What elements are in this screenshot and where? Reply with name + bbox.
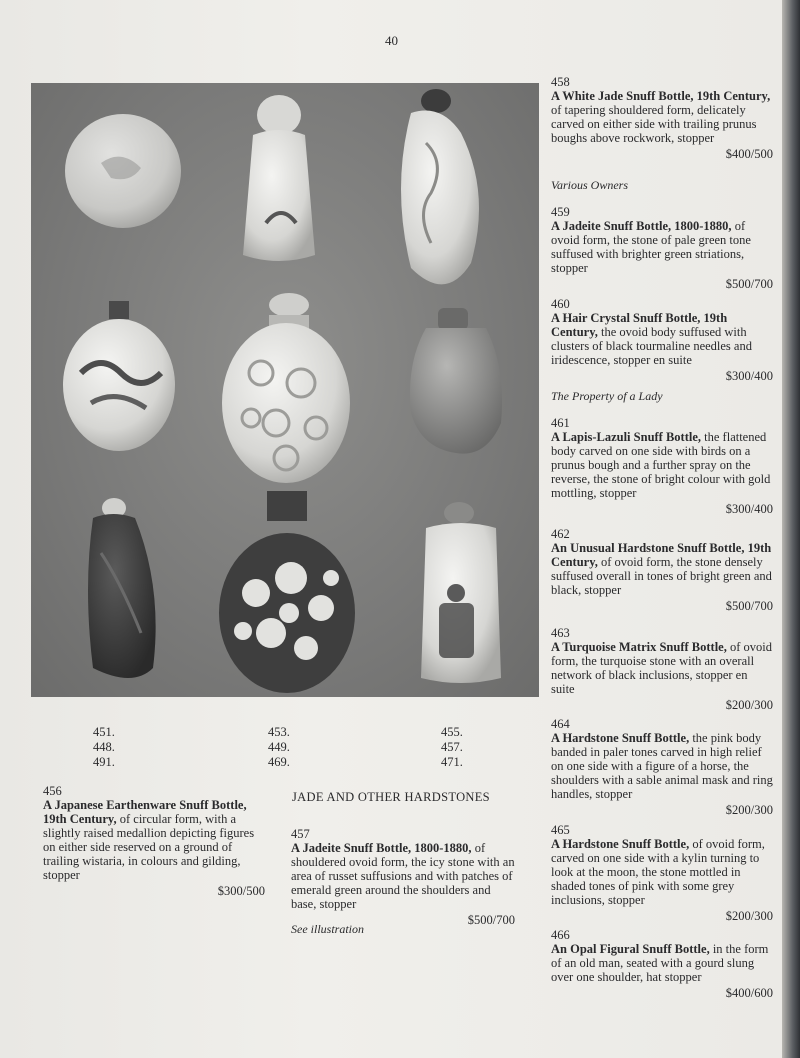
lot-description: the flattened body carved on one side with birds on a prunus bough and a further spray on the reverse, the stone of bright colour with gold mottling, stopper [551, 430, 771, 500]
lot-description: in the form of an old man, seated with a gourd slung over one shoulder, hat stopper [551, 942, 769, 984]
lot-number: 457 [291, 827, 310, 841]
lot-estimate: $500/700 [725, 599, 773, 613]
lot-title: A Jadeite Snuff Bottle, 1800-1880, [291, 841, 472, 855]
figure-number: 448. [93, 740, 115, 754]
lot-457 [291, 827, 515, 927]
lot-estimate: $300/400 [725, 369, 773, 383]
lot-title: A Hair Crystal Snuff Bottle, 19th Century, [551, 311, 728, 339]
lot-number: 458 [551, 75, 570, 89]
lot-description: of ovoid form, the stone of pale green tone suffused with brighter green striations, stopper [551, 219, 751, 275]
lot-title: An Opal Figural Snuff Bottle, [551, 942, 710, 956]
bottle-455 [401, 89, 479, 284]
figure-number: 469. [268, 755, 290, 769]
lot-description: of ovoid form, the turquoise stone with an overall network of black inclusions, stopper en suite [551, 640, 772, 696]
lot-estimate: $200/300 [725, 698, 773, 712]
lot-456 [43, 784, 265, 898]
bottle-469 [219, 491, 355, 693]
figure-number: 451. [93, 725, 115, 739]
lot-number: 463 [551, 626, 570, 640]
bottle-457 [410, 308, 502, 454]
page-binding-edge [782, 0, 800, 1058]
lot-number: 462 [551, 527, 570, 541]
lot-description: of tapering shouldered form, delicately carved on either side with trailing prunus boughs above rockwork, stopper [551, 103, 757, 145]
bottle-448 [63, 301, 175, 451]
lot-number: 465 [551, 823, 570, 837]
owner-heading-various: Various Owners [551, 178, 629, 192]
lot-estimate: $400/600 [725, 986, 773, 1000]
owner-heading-lady: The Property of a Lady [551, 389, 663, 403]
lot-title: A Turquoise Matrix Snuff Bottle, [551, 640, 727, 654]
figure-number: 457. [441, 740, 463, 754]
lot-description: of ovoid form, the stone densely suffused overall in tones of bright green and black, stopper [551, 555, 772, 597]
lot-465 [551, 823, 773, 923]
bottle-453 [243, 95, 315, 261]
lot-number: 456 [43, 784, 62, 798]
figure-number: 455. [441, 725, 463, 739]
lot-number: 461 [551, 416, 570, 430]
lot-title: A White Jade Snuff Bottle, 19th Century, [551, 89, 771, 103]
lot-number: 464 [551, 717, 570, 731]
lot-title: A Lapis-Lazuli Snuff Bottle, [551, 430, 702, 444]
figure-number: 453. [268, 725, 290, 739]
bottle-491 [88, 498, 156, 678]
lot-458 [551, 75, 773, 161]
lot-title: A Japanese Earthenware Snuff Bottle, 19th Century, [43, 798, 247, 826]
lot-460 [551, 297, 773, 383]
lot-estimate: $300/400 [725, 502, 773, 516]
lot-estimate: $500/700 [467, 913, 515, 927]
lot-estimate: $500/700 [725, 277, 773, 291]
lot-description: of shouldered ovoid form, the icy stone with an area of russet suffusions and with patches of emerald green around the shoulders and base, stopper [291, 841, 515, 911]
page-number: 40 [385, 33, 398, 48]
snuff-bottles-photograph [31, 83, 539, 697]
lot-title: A Jadeite Snuff Bottle, 1800-1880, [551, 219, 732, 233]
lot-number: 459 [551, 205, 570, 219]
figure-number: 471. [441, 755, 463, 769]
figure-index-col2 [268, 725, 290, 770]
section-heading: JADE AND OTHER HARDSTONES [292, 790, 490, 804]
lot-description: of ovoid form, carved on one side with a kylin turning to look at the moon, the stone mottled in shaded tones of pink with some grey inclusions, stopper [551, 837, 765, 907]
figure-index-col3 [441, 725, 463, 770]
lot-estimate: $200/300 [725, 803, 773, 817]
lot-number: 460 [551, 297, 570, 311]
lot-description: of circular form, with a slightly raised medallion depicting figures on either side reserved on a ground of trailing wistaria, in colours and gilding, stopper [43, 812, 255, 882]
lot-description: the pink body banded in paler tones carved in high relief on one side with a figure of a horse, the shoulders with a sable animal mask and ring handles, stopper [551, 731, 773, 801]
lot-461 [551, 416, 773, 516]
lot-estimate: $400/500 [725, 147, 773, 161]
bottle-449 [222, 293, 350, 483]
figure-number: 491. [93, 755, 115, 769]
figure-index-col1 [93, 725, 115, 770]
lot-464 [551, 717, 773, 817]
lot-title: A Hardstone Snuff Bottle, [551, 837, 690, 851]
lot-462 [551, 527, 773, 613]
lot-title: An Unusual Hardstone Snuff Bottle, 19th Century, [551, 541, 772, 569]
lot-463 [551, 626, 773, 712]
lot-466 [551, 928, 773, 1000]
bottle-451 [65, 114, 181, 228]
lot-estimate: $200/300 [725, 909, 773, 923]
lot-description: the ovoid body suffused with clusters of black tourmaline needles and iridescence, stopper en suite [551, 325, 752, 367]
figure-number: 449. [268, 740, 290, 754]
lot-title: A Hardstone Snuff Bottle, [551, 731, 690, 745]
lot-459 [551, 205, 773, 291]
lot-number: 466 [551, 928, 570, 942]
see-illustration-note: See illustration [291, 922, 364, 936]
lot-estimate: $300/500 [217, 884, 265, 898]
bottle-471 [421, 502, 501, 683]
